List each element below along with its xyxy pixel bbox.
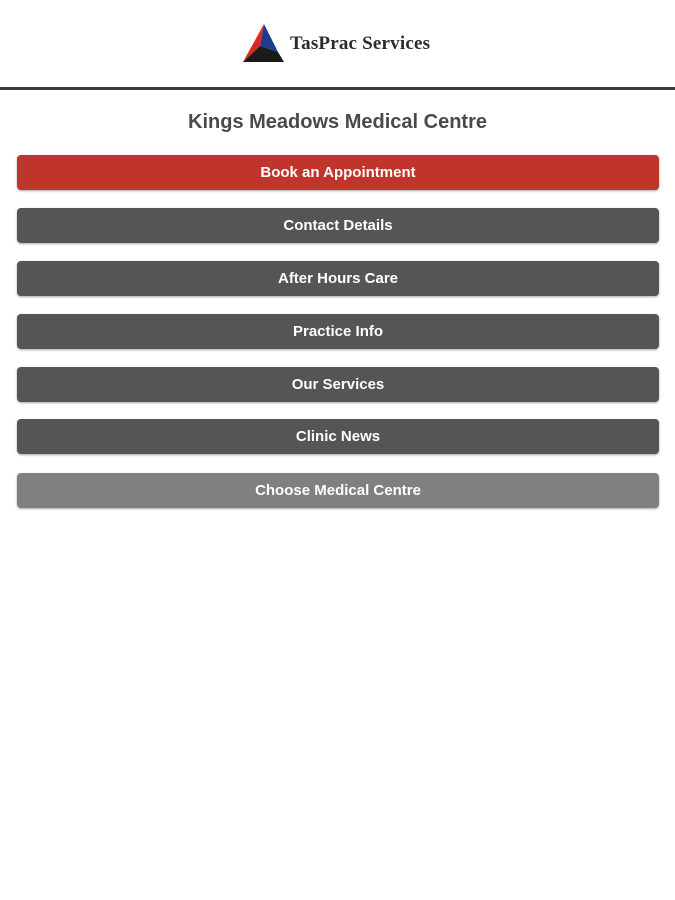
book-appointment-button[interactable]: Book an Appointment bbox=[17, 155, 659, 190]
brand-name: TasPrac Services bbox=[290, 33, 431, 54]
tasprac-triangle-logo-icon bbox=[240, 24, 286, 64]
contact-details-button[interactable]: Contact Details bbox=[17, 208, 659, 243]
page-title: Kings Meadows Medical Centre bbox=[188, 111, 487, 133]
after-hours-care-button[interactable]: After Hours Care bbox=[17, 261, 659, 296]
clinic-news-button[interactable]: Clinic News bbox=[17, 419, 659, 454]
practice-info-button[interactable]: Practice Info bbox=[17, 314, 659, 349]
brand-logo[interactable] bbox=[240, 24, 430, 64]
header-divider bbox=[0, 87, 675, 90]
our-services-button[interactable]: Our Services bbox=[17, 367, 659, 402]
app-header bbox=[0, 0, 675, 87]
choose-medical-centre-button[interactable]: Choose Medical Centre bbox=[17, 473, 659, 508]
